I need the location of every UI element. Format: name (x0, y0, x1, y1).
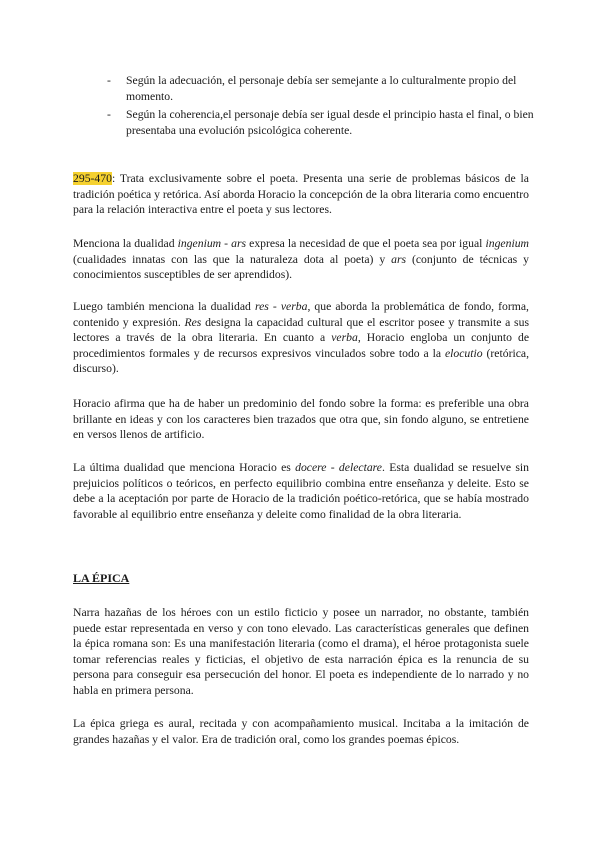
bullet-text: Según la coherencia,el personaje debía ser igual desde el principio hasta el final, o bien presentaba una evolución psicológica coherente. (126, 108, 534, 137)
term-elocutio: elocutio (444, 346, 483, 360)
text-run: , que aborda la problemática de fondo, forma, contenido y expresión. (73, 300, 529, 329)
text-run: (conjunto de técnicas y conocimientos susceptibles de ser aprendidos). (73, 252, 529, 282)
paragraph-text: : Trata exclusivamente sobre el poeta. Presenta una serie de problemas básicos de la tradición poética y retórica. Así aborda Horacio la concepción de la obra literaria como encuentro para la relación interactiva entre el poeta y sus lectores. (73, 172, 529, 217)
text-run: Luego también menciona la dualidad (73, 300, 255, 313)
paragraph-docere-delectare (73, 460, 529, 522)
term-res-verba: res - verba (254, 300, 308, 313)
bullet-list (107, 73, 535, 141)
text-run: Menciona la dualidad (73, 237, 178, 250)
term-res: Res (184, 315, 202, 329)
term-ingenium-ars: ingenium - ars (177, 237, 247, 250)
list-item (107, 107, 535, 138)
bullet-dash: - (107, 108, 111, 122)
bullet-text: Según la adecuación, el personaje debía ser semejante a lo culturalmente propio del momento. (126, 74, 517, 103)
list-item (107, 73, 535, 104)
paragraph-verses (73, 171, 529, 218)
term-verba: verba (331, 331, 358, 345)
paragraph-ingenium-ars (73, 236, 529, 283)
term-docere-delectare: docere - delectare (295, 461, 382, 474)
text-run: La última dualidad que menciona Horacio es (73, 461, 296, 474)
section-heading: LA ÉPICA (73, 571, 130, 585)
highlighted-verse-range: 295-470 (73, 172, 112, 185)
bullet-dash: - (107, 74, 111, 87)
paragraph-res-verba (73, 299, 529, 377)
term-ingenium: ingenium (485, 237, 529, 250)
term-ars: ars (391, 252, 407, 266)
text-run: . Esta dualidad se resuelve sin prejuicios políticos o teóricos, en perfecto equilibrio combina entre enseñanza y deleite. Esto se debe a la aceptación por parte de Horacio de la tradición poético-retórica, que se había mostrado favorable al equilibrio entre enseñanza y deleite como finalidad de la obra literaria. (73, 461, 529, 521)
paragraph-epica-griega: La épica griega es aural, recitada y con acompañamiento musical. Incitaba a la imitación de grandes hazañas y el valor. Era de tradición oral, como los grandes poemas épicos. (73, 717, 529, 746)
text-run: expresa la necesidad de que el poeta sea por igual (246, 237, 486, 250)
text-run: , Horacio engloba un conjunto de procedimientos formales y de recursos expresivos vinculados sobre todo a la (73, 331, 530, 360)
text-run: (cualidades innatas con las que la naturaleza dota al poeta) y (73, 252, 392, 266)
paragraph-epica-definition: Narra hazañas de los héroes con un estilo ficticio y posee un narrador, no obstante, también puede estar representada en verso y con tono elevado. Las características generales que definen la épica romana son: Es una manifestación literaria (como el drama), el héroe protagonista suele tomar referencias reales y ficticias, el objetivo de esta narración épica es la renuncia de su persona para conseguir esa persecución del honor. El poeta es independiente de lo narrado y no habla en primera persona. (73, 606, 529, 697)
paragraph-fondo-forma: Horacio afirma que ha de haber un predominio del fondo sobre la forma: es preferible una obra brillante en ideas y con los caracteres bien trazados que otra que, sin fondo alguno, se entretiene en versos llenos de artificio. (73, 397, 529, 442)
text-run: (retórica, discurso). (73, 346, 530, 376)
text-run: designa la capacidad cultural que el escritor posee y transmite a sus lectores a través de la obra literaria. En cuanto a (73, 315, 529, 345)
